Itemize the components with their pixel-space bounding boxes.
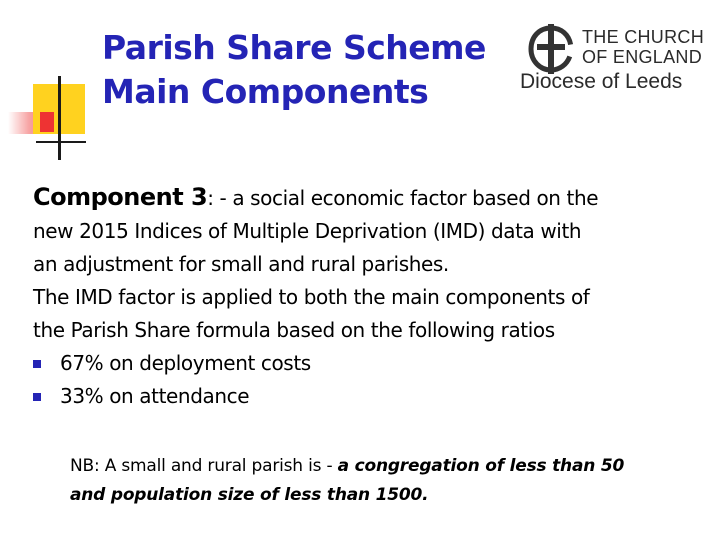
note-line-2 <box>70 481 700 510</box>
content-line-3: The IMD factor is applied to both the main components of <box>33 285 590 309</box>
logo-diocese-text: Diocese of Leeds <box>520 70 683 93</box>
note-emphasis-2: and population size of less than 1500 <box>70 485 423 505</box>
note-prefix: NB: A small and rural parish is - <box>70 456 338 476</box>
content-line-4: the Parish Share formula based on the following ratios <box>33 318 555 342</box>
square-bullet-icon <box>33 393 41 401</box>
square-bullet-icon <box>33 360 41 368</box>
content-line-2: an adjustment for small and rural parishes. <box>33 252 449 276</box>
logo-text-line-2: OF ENGLAND <box>582 47 703 67</box>
decorative-horizontal-line <box>36 141 86 143</box>
bullet-item-attendance <box>33 380 703 413</box>
decorative-vertical-line <box>58 76 61 160</box>
church-cross-icon <box>527 24 575 74</box>
note-emphasis-1: a congregation of less than 50 <box>337 456 625 476</box>
title-line-2: Main Components <box>102 72 429 111</box>
component-heading-line <box>33 181 703 215</box>
main-content <box>33 181 703 413</box>
bullet-item-deployment <box>33 347 703 380</box>
logo-text-line-1: THE CHURCH <box>582 27 704 47</box>
content-line-1: new 2015 Indices of Multiple Deprivation (IMD) data with <box>33 219 582 243</box>
decorative-red-square <box>40 112 54 132</box>
slide-title <box>102 26 486 114</box>
bullet-text: 67% on deployment costs <box>60 351 311 375</box>
title-line-1: Parish Share Scheme <box>102 28 486 67</box>
bullet-text: 33% on attendance <box>60 384 250 408</box>
note-suffix: . <box>422 485 429 505</box>
note-line-1 <box>70 452 700 481</box>
church-of-england-logo <box>518 23 704 95</box>
component-heading: Component 3 <box>33 183 208 211</box>
footnote <box>70 452 700 510</box>
component-intro: : - a social economic factor based on the <box>207 186 599 210</box>
